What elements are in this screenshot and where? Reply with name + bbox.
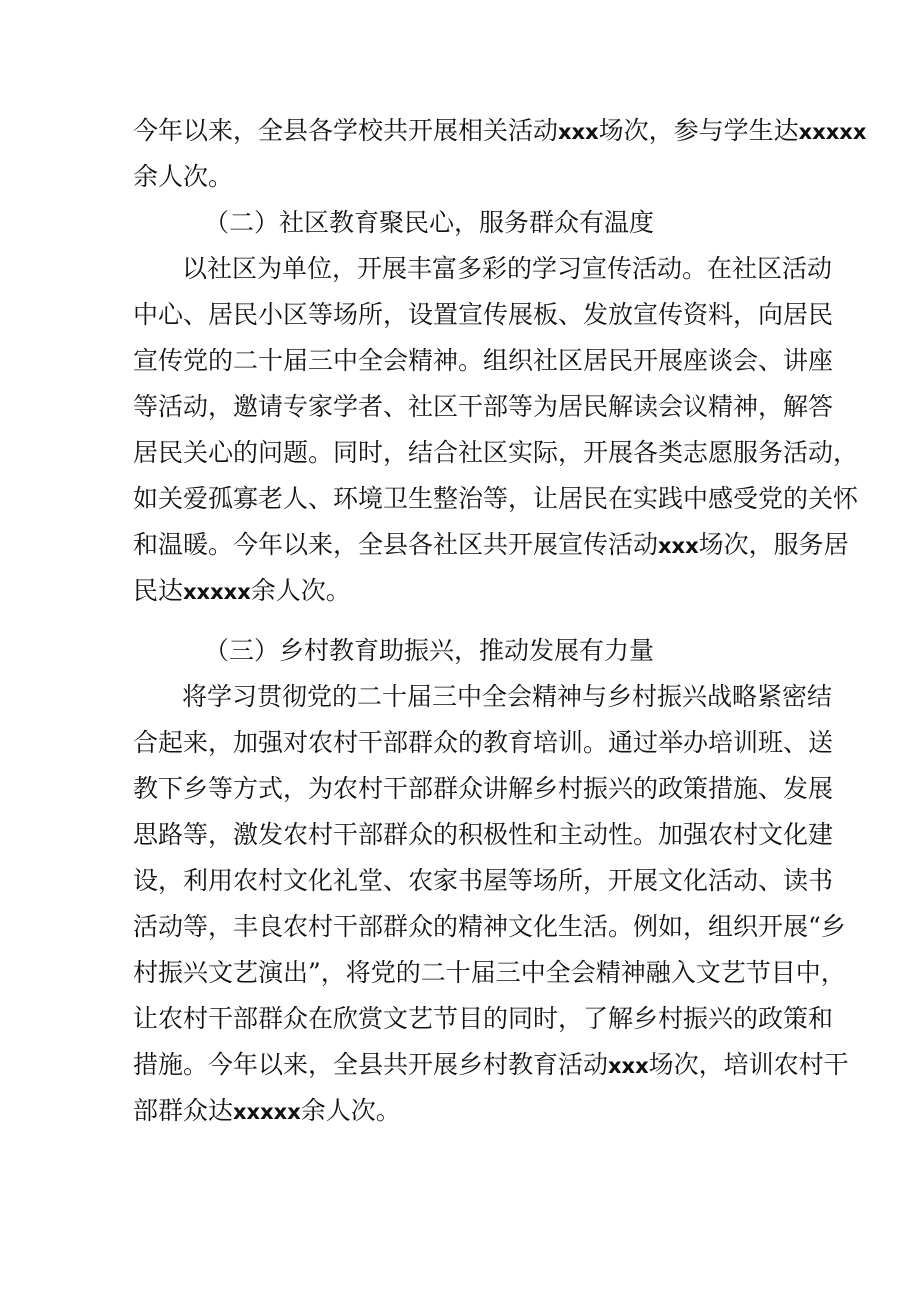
section-heading: （二）社区教育聚民心，服务群众有温度 [204, 208, 655, 237]
text-line: 以社区为单位，开展丰富多彩的学习宣传活动。在社区活动 [182, 254, 833, 283]
placeholder-number: xxx [608, 1054, 649, 1078]
text-line: 今年以来，全县各学校共开展相关活动xxx场次，参与学生达xxxxx [133, 116, 867, 145]
text-line: 宣传党的二十届三中全会精神。组织社区居民开展座谈会、讲座 [133, 346, 834, 375]
text-line: 村振兴文艺演出”，将党的二十届三中全会精神融入文艺节目中， [133, 958, 846, 987]
placeholder-number: xxxxx [233, 1100, 301, 1124]
text-line: 余人次。 [133, 162, 234, 191]
text-line: 教下乡等方式，为农村干部群众讲解乡村振兴的政策措施、发展 [133, 774, 834, 803]
text-line: 居民关心的问题。同时，结合社区实际，开展各类志愿服务活动， [133, 438, 859, 467]
placeholder-number: xxx [558, 120, 599, 144]
text-line: 和温暖。今年以来，全县各社区共开展宣传活动xxx场次，服务居 [133, 530, 849, 559]
text-line: 合起来，加强对农村干部群众的教育培训。通过举办培训班、送 [133, 728, 834, 757]
placeholder-number: xxx [658, 534, 699, 558]
text-line: 思路等，激发农村干部群众的积极性和主动性。加强农村文化建 [133, 820, 834, 849]
placeholder-number: xxxxx [798, 120, 867, 144]
text-line: 活动等，丰良农村干部群众的精神文化生活。例如，组织开展“乡 [133, 912, 846, 941]
text-line: 让农村干部群众在欣赏文艺节目的同时，了解乡村振兴的政策和 [133, 1004, 834, 1033]
text-line: 部群众达xxxxx余人次。 [133, 1096, 401, 1125]
placeholder-number: xxxxx [183, 580, 251, 604]
text-line: 民达xxxxx余人次。 [133, 576, 351, 605]
text-line: 将学习贯彻党的二十届三中全会精神与乡村振兴战略紧密结 [182, 682, 833, 711]
text-line: 设，利用农村文化礼堂、农家书屋等场所，开展文化活动、读书 [133, 866, 834, 895]
text-line: 等活动，邀请专家学者、社区干部等为居民解读会议精神，解答 [133, 392, 834, 421]
text-line: 措施。今年以来，全县共开展乡村教育活动xxx场次，培训农村干 [133, 1050, 849, 1079]
text-line: 如关爱孤寡老人、环境卫生整治等，让居民在实践中感受党的关怀 [133, 484, 859, 513]
section-heading: （三）乡村教育助振兴，推动发展有力量 [204, 636, 655, 665]
text-line: 中心、居民小区等场所，设置宣传展板、发放宣传资料，向居民 [133, 300, 834, 329]
